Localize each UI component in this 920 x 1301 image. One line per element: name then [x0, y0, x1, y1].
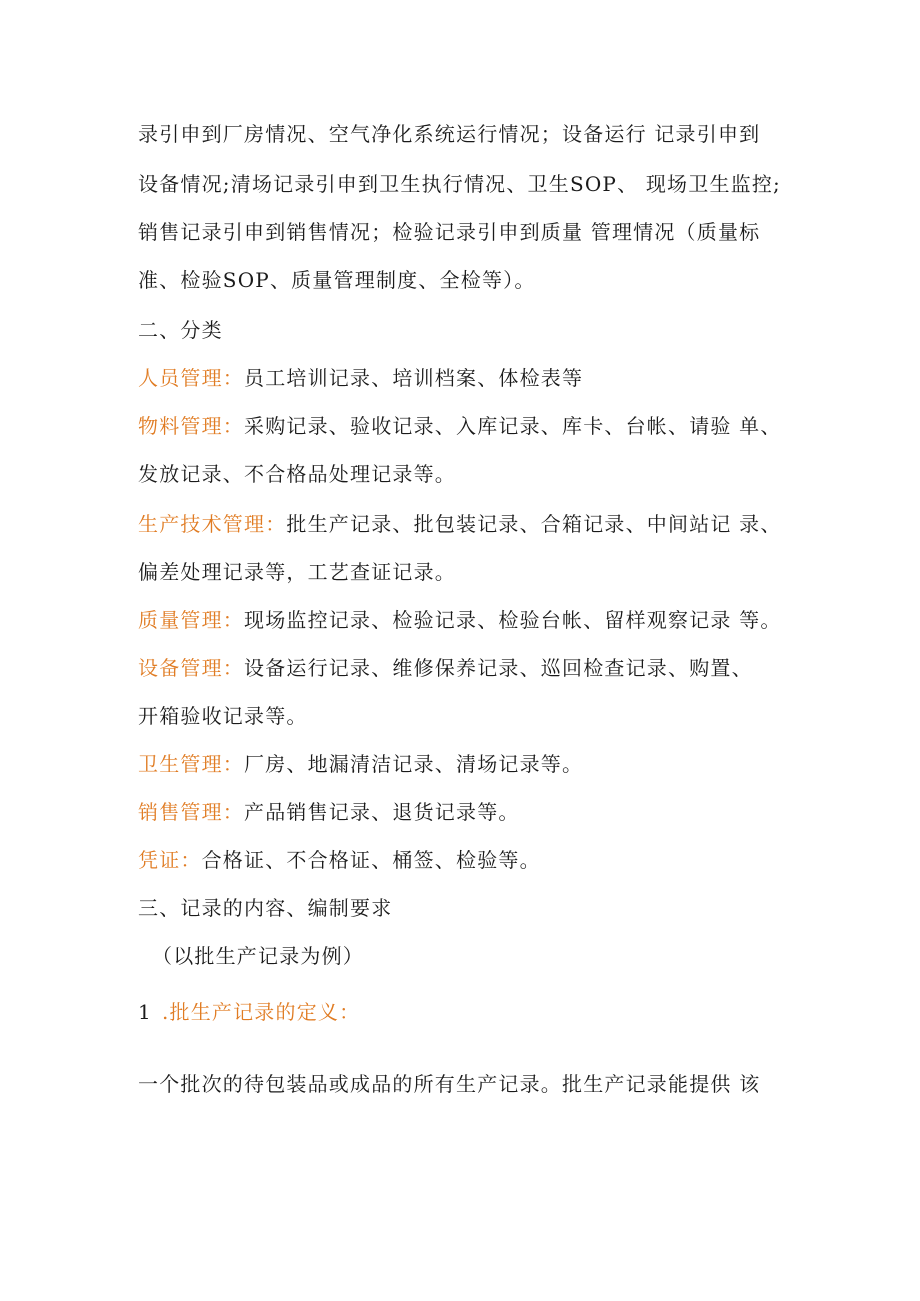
category-text: 批生产记录、批包装记录、合箱记录、中间站记 录、 [286, 512, 782, 536]
item-number: 1 [138, 1000, 152, 1024]
section-2-heading: 二、分类 [138, 318, 223, 342]
category-text: 现场监控记录、检验记录、检验台帐、留样观察记录 等。 [244, 608, 782, 632]
category-label: 销售管理： [138, 800, 244, 824]
category-equipment-cont: 开箱验收记录等。 [138, 704, 308, 728]
category-equipment [138, 655, 860, 681]
category-text: 合格证、不合格证、桶签、检验等。 [201, 848, 541, 872]
category-label: 物料管理： [138, 414, 244, 438]
category-hygiene [138, 751, 860, 777]
category-text: 设备运行记录、维修保养记录、巡回检查记录、购置、 [244, 656, 753, 680]
category-quality [138, 607, 860, 633]
category-label: 质量管理： [138, 608, 244, 632]
category-sales [138, 799, 860, 825]
category-label: 生产技术管理： [138, 512, 287, 536]
category-materials [138, 413, 860, 439]
category-text: 员工培训记录、培训档案、体检表等 [244, 366, 584, 390]
intro-line-1: 录引申到厂房情况、空气净化系统运行情况；设备运行 记录引申到 [138, 122, 761, 146]
intro-line-4: 准、检验SOP、质量管理制度、全检等）。 [138, 268, 536, 292]
category-label: 卫生管理： [138, 752, 244, 776]
intro-line-2: 设备情况;清场记录引申到卫生执行情况、卫生SOP、 现场卫生监控; [138, 172, 781, 196]
item-title: .批生产记录的定义： [161, 1000, 361, 1024]
category-label: 人员管理： [138, 366, 244, 390]
category-vouchers [138, 847, 860, 873]
category-text: 厂房、地漏清洁记录、清场记录等。 [244, 752, 584, 776]
category-text: 采购记录、验收记录、入库记录、库卡、台帐、请验 单、 [244, 414, 782, 438]
category-personnel [138, 365, 860, 391]
category-label: 凭证： [138, 848, 202, 872]
category-production [138, 511, 860, 537]
category-production-cont: 偏差处理记录等，工艺查证记录。 [138, 560, 456, 584]
category-text: 产品销售记录、退货记录等。 [244, 800, 520, 824]
definition-body: 一个批次的待包装品或成品的所有生产记录。批生产记录能提供 该 [138, 1072, 761, 1096]
item-1-title [138, 999, 860, 1025]
category-label: 设备管理： [138, 656, 244, 680]
section-3-subheading: （以批生产记录为例） [152, 944, 364, 968]
intro-line-3: 销售记录引申到销售情况；检验记录引申到质量 管理情况（质量标 [138, 220, 761, 244]
section-3-heading: 三、记录的内容、编制要求 [138, 896, 393, 920]
category-materials-cont: 发放记录、不合格品处理记录等。 [138, 462, 456, 486]
